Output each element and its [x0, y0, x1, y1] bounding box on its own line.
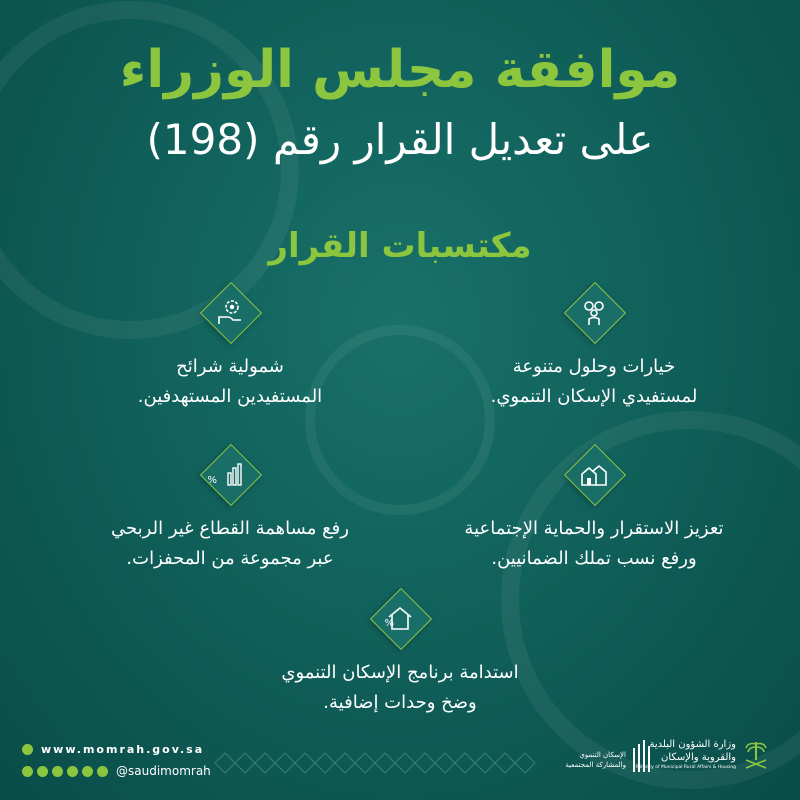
housing-logo-line1: الإسكان التنموي [579, 751, 626, 759]
page-subtitle: على تعديل القرار رقم (198) [146, 115, 654, 164]
ministry-logo [635, 736, 770, 780]
house-percent-icon [385, 603, 415, 633]
benefit-line2: وضخ وحدات إضافية. [323, 692, 477, 713]
footer-contact [22, 738, 211, 782]
percent-chart-icon [207, 459, 245, 489]
benefit-card [250, 588, 550, 718]
ministry-logo-line2: والقروية والإسكان [661, 752, 736, 763]
footer-ornament [215, 746, 535, 780]
benefit-line1: خيارات وحلول متنوعة [512, 356, 676, 377]
page-title: موافقة مجلس الوزراء [119, 40, 681, 100]
website-link[interactable]: www.momrah.gov.sa [41, 742, 205, 756]
globe-icon [22, 744, 33, 755]
gears-hand-icon [579, 297, 609, 327]
benefit-card [444, 444, 744, 574]
benefit-line1: استدامة برنامج الإسكان التنموي [281, 662, 519, 683]
x-icon[interactable] [22, 766, 33, 777]
social-handle[interactable]: @saudimomrah [116, 764, 211, 778]
benefit-card [444, 282, 744, 412]
instagram-icon[interactable] [52, 766, 63, 777]
benefit-card [80, 282, 380, 412]
palm-swords-icon [742, 738, 770, 772]
benefit-line1: تعزيز الاستقرار والحماية الإجتماعية [464, 518, 724, 539]
facebook-icon[interactable] [82, 766, 93, 777]
ministry-logo-english: Ministry of Municipal Rural Affairs & Housing [635, 765, 736, 770]
benefit-line2: ورفع نسب تملك الضمانيين. [491, 548, 697, 569]
benefit-line1: شمولية شرائح [176, 356, 284, 377]
section-title: مكتسبات القرار [268, 226, 532, 266]
youtube-icon[interactable] [67, 766, 78, 777]
linkedin-icon[interactable] [97, 766, 108, 777]
benefit-card [80, 444, 380, 574]
housing-logo-line2: والمشاركة المجتمعية [565, 761, 626, 769]
svg-text:%: % [207, 475, 217, 486]
benefit-line2: لمستفيدي الإسكان التنموي. [490, 386, 698, 407]
houses-icon [579, 459, 609, 489]
svg-text:%: % [384, 618, 394, 629]
benefit-line2: المستفيدين المستهدفين. [137, 386, 323, 407]
snapchat-icon[interactable] [37, 766, 48, 777]
hand-gear-icon [215, 297, 245, 327]
benefit-line1: رفع مساهمة القطاع غير الربحي [111, 518, 349, 539]
ministry-logo-line1: وزارة الشؤون البلدية [649, 739, 736, 750]
benefit-line2: عبر مجموعة من المحفزات. [126, 548, 334, 569]
